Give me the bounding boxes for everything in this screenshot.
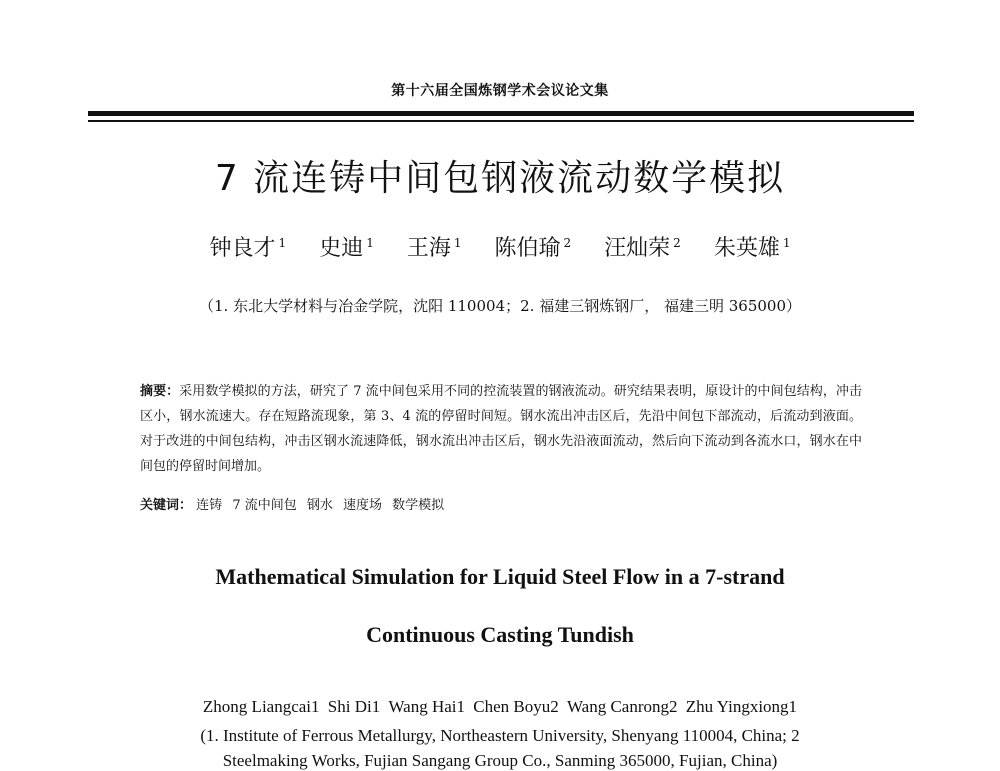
author-cn: 陈伯瑜 $^2$ xyxy=(494,235,572,261)
keywords-label: 关键词： xyxy=(140,498,193,513)
keyword: 连铸 xyxy=(196,498,223,513)
author-en: Zhong Liangcai1 xyxy=(202,697,320,716)
abstract-chinese xyxy=(140,379,862,479)
author-cn: 钟良才 $^1$ xyxy=(209,235,287,261)
authors-chinese xyxy=(0,231,1000,262)
author-cn: 王海 $^1$ xyxy=(406,235,462,261)
author-cn: 史迪 $^1$ xyxy=(319,235,374,261)
title-english-line1: Mathematical Simulation for Liquid Steel Flow in a 7-strand xyxy=(215,564,785,589)
author-cn: 汪灿荣 $^2$ xyxy=(604,235,681,261)
keyword: 数学模拟 xyxy=(392,498,445,513)
abstract-label: 摘要： xyxy=(140,384,180,399)
authors-english xyxy=(0,697,1000,717)
affiliation-english-continued: Steelmaking Works, Fujian Sangang Group Co., Sanming 365000, Fujian, China) xyxy=(222,751,778,770)
header-rule-thin xyxy=(88,120,914,122)
author-en: Zhu Yingxiong1 xyxy=(685,697,798,716)
author-en: Wang Canrong2 xyxy=(566,697,678,716)
author-en: Shi Di1 xyxy=(327,697,381,716)
keyword: 速度场 xyxy=(343,498,383,513)
keyword: 7 流中间包 xyxy=(232,498,297,513)
author-en: Wang Hai1 xyxy=(388,697,465,716)
affiliation-chinese: （1. 东北大学材料与冶金学院，沈阳 110004；2. 福建三钢炼钢厂， 福建三明 365000） xyxy=(199,297,801,315)
header-rule-thick xyxy=(88,111,914,116)
title-english-line2: Continuous Casting Tundish xyxy=(366,622,634,647)
running-head: 第十六届全国炼钢学术会议论文集 xyxy=(391,83,609,99)
keywords-chinese xyxy=(140,494,862,513)
keyword: 钢水 xyxy=(306,498,333,513)
author-cn: 朱英雄 $^1$ xyxy=(713,235,791,261)
abstract-text: 采用数学模拟的方法，研究了 7 流中间包采用不同的控流装置的钢液流动。研究结果表明，原设计的中间包结构，冲击区小，钢水流速大。存在短路流现象，第 3、4 流的停留时间短。钢水流出冲击区后，先沿中间包下部流动，后流动到液面。对于改进的中间包结构，冲击区钢水流速降低，钢水流出冲击区后，钢水先沿液面流动，然后向下流动到各流水口，钢水在中间包的停留时间增加。 xyxy=(140,384,862,474)
title-chinese: 7 流连铸中间包钢液流动数学模拟 xyxy=(214,158,786,199)
affiliation-english: (1. Institute of Ferrous Metallurgy, Northeastern University, Shenyang 110004, China; 2 xyxy=(200,726,800,745)
author-en: Chen Boyu2 xyxy=(473,697,559,716)
